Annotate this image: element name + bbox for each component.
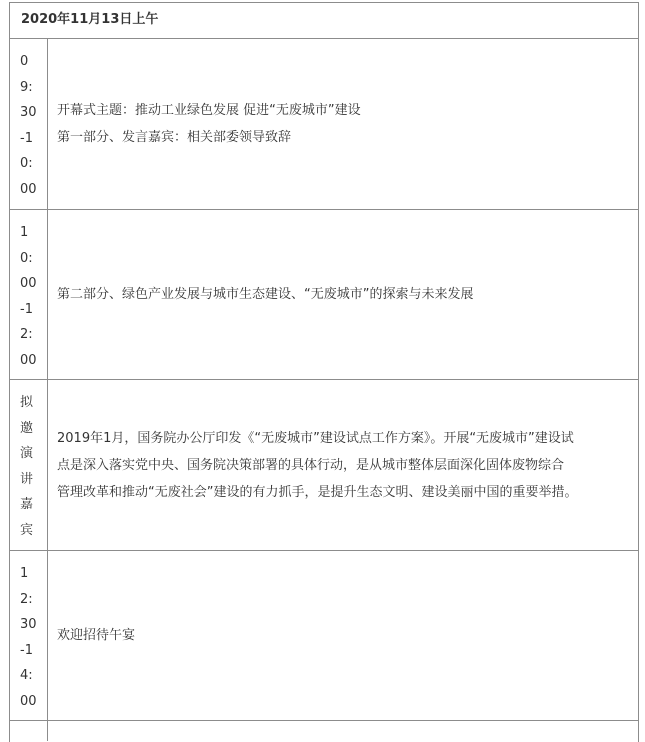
time-text: 2: [20, 327, 33, 343]
content-cell [48, 210, 638, 379]
time-text: 1 [20, 225, 29, 240]
time-text: 4: [20, 668, 33, 684]
content-text: 开幕式主题：推动工业绿色发展 促进“无废城市”建设 [57, 103, 361, 118]
time-cell [10, 721, 48, 741]
time-text: 30 [20, 105, 37, 121]
schedule-table [9, 2, 639, 742]
table-row [10, 380, 638, 551]
content-cell [48, 721, 638, 741]
table-row [10, 39, 638, 210]
table-row [10, 210, 638, 380]
speaker-label-text: 讲 [20, 471, 34, 487]
content-text: 管理改革和推动“无废社会”建设的有力抓手，是提升生态文明、建设美丽中国的重要举措。 [57, 484, 578, 500]
time-cell [10, 39, 48, 209]
time-text: 1 [20, 566, 29, 581]
time-text: 30 [20, 617, 37, 633]
content-text: 2019年1月，国务院办公厅印发《“无废城市”建设试点工作方案》。开展“无废城市”建设试 [57, 430, 574, 446]
speaker-label-cell [10, 380, 48, 550]
speaker-label-text: 嘉 [20, 497, 34, 513]
time-text: -1 [20, 642, 33, 658]
time-text: 00 [20, 276, 37, 292]
speaker-label-text: 演 [20, 446, 34, 462]
content-cell [48, 39, 638, 209]
content-cell [48, 380, 638, 550]
content-text: 点是深入落实党中央、国务院决策部署的具体行动，是从城市整体层面深化固体废物综合 [57, 457, 565, 473]
date-header: 2020年11月13日上午 [10, 3, 638, 39]
table-row-partial [10, 721, 638, 741]
speaker-label-text: 邀 [20, 420, 34, 436]
time-text: 0: [20, 156, 33, 172]
time-cell [10, 210, 48, 379]
content-cell [48, 551, 638, 720]
content-text: 第二部分、绿色产业发展与城市生态建设、“无废城市”的探索与未来发展 [57, 287, 474, 302]
time-cell [10, 551, 48, 720]
time-text: 00 [20, 693, 37, 709]
time-text: 9: [20, 79, 33, 95]
table-row [10, 551, 638, 721]
time-text: 0 [20, 54, 29, 69]
time-text: 00 [20, 181, 37, 197]
time-text: 00 [20, 352, 37, 368]
time-text: -1 [20, 301, 33, 317]
speaker-label-text: 宾 [20, 522, 34, 538]
time-text: 0: [20, 250, 33, 266]
speaker-label-text: 拟 [20, 395, 34, 410]
content-text: 第一部分、发言嘉宾：相关部委领导致辞 [57, 130, 292, 145]
content-text: 欢迎招待午宴 [57, 628, 136, 643]
time-text: -1 [20, 130, 33, 146]
time-text: 2: [20, 591, 33, 607]
